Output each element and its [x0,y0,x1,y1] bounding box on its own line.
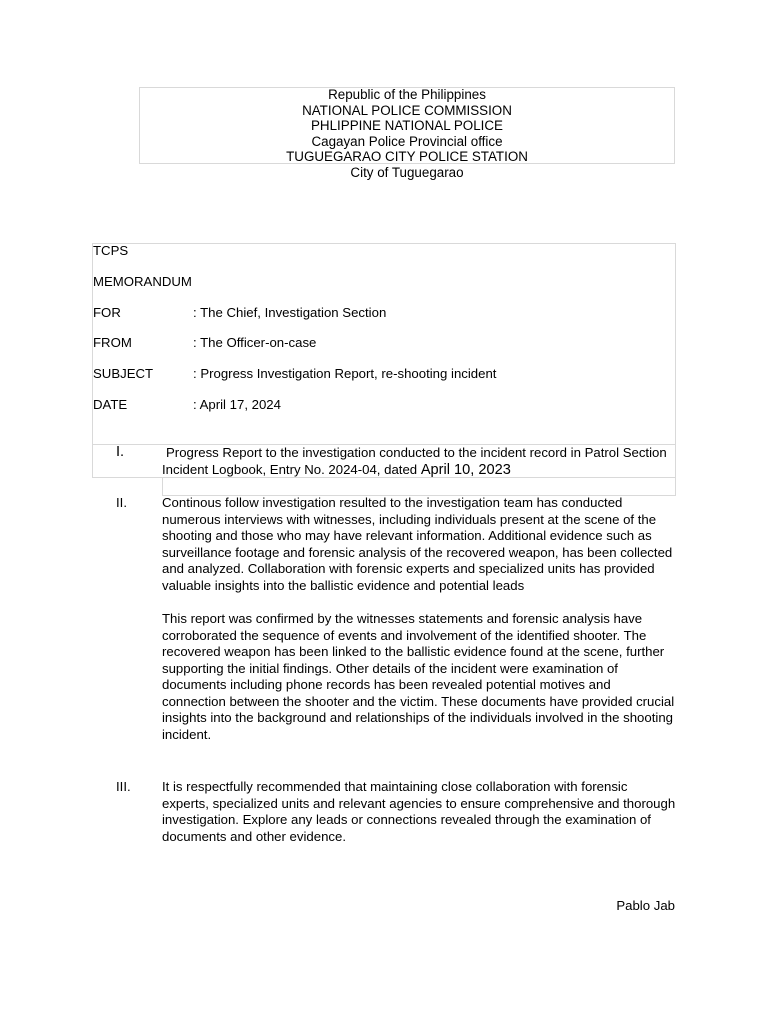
letterhead-line-1: Republic of the Philippines [328,87,486,102]
section-1-numeral: I. [116,444,125,460]
subject-label: SUBJECT [93,366,154,381]
letterhead-line-6: City of Tuguegarao [350,164,464,180]
from-label: FROM [93,335,132,350]
for-value: : The Chief, Investigation Section [193,305,387,320]
from-value: : The Officer-on-case [193,335,317,350]
letterhead [139,87,675,180]
section-1-date: April 10, 2023 [420,461,511,478]
section-3-paragraph: It is respectfully recommended that maintaining close collaboration with forensic experts, specialized units and relevant agencies to ensure comprehensive and thorough investigation. Explore any leads or connections revealed through the examination of documents and other evidence. [162,779,676,844]
section-2-paragraph-1: Continous follow investigation resulted to the investigation team has conducted numerous interviews with witnesses, including individuals present at the scene of the shooting and those who may have relevant information. Additional evidence such as surveillance footage and forensic analysis of the recovered weapon, has been collected and analyzed. Collaboration with forensic experts and specialized units has provided valuable insights into the ballistic evidence and potential leads [162,495,673,593]
section-2-numeral: II. [116,495,127,510]
signatory-name: Pablo Jab [616,898,675,913]
memo-date-row [93,397,281,414]
section-2-paragraph-2: This report was confirmed by the witnesses statements and forensic analysis have corroborated the sequence of events and involvement of the identified shooter. The recovered weapon has been linked to the ballistic evidence found at the scene, further supporting the initial findings. Other details of the incident were examination of documents including phone records has been revealed potential motives and connection between the shooter and the victim. These documents have provided crucial insights into the background and relationships of the individuals involved in the shooting incident. [162,611,675,742]
subject-value: : Progress Investigation Report, re-shooting incident [193,366,497,381]
memo-from-row [93,335,316,352]
date-value: : April 17, 2024 [193,397,281,412]
office-code: TCPS [93,243,129,258]
document-type: MEMORANDUM [93,274,192,289]
date-label: DATE [93,397,128,412]
memo-subject-row [93,366,496,383]
section-3-numeral: III. [116,779,131,794]
letterhead-line-5: TUGUEGARAO CITY POLICE STATION [286,149,528,164]
for-label: FOR [93,305,121,320]
letterhead-line-3: PHLIPPINE NATIONAL POLICE [311,118,503,133]
section-1-body: Progress Report to the investigation conducted to the incident record in Patrol Section Incident Logbook, Entry No. 2024-04, dated [162,445,667,477]
letterhead-line-4: Cagayan Police Provincial office [311,133,503,149]
section-1-text [162,445,678,478]
letterhead-line-2: NATIONAL POLICE COMMISSION [302,102,512,118]
section-1-frame-tail [162,477,676,496]
memo-for-row [93,305,386,322]
